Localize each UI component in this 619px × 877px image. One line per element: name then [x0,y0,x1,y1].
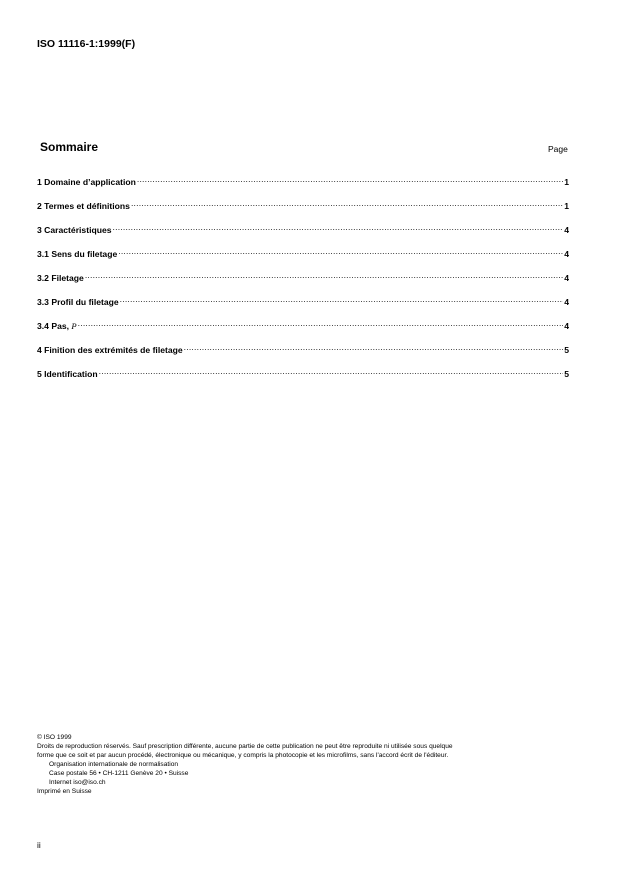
toc-entry[interactable] [37,222,569,246]
toc-entry[interactable] [37,270,569,294]
toc-entry-label: 3 Caractéristiques [37,225,112,235]
contents-title: Sommaire [40,140,99,154]
toc-entry-label: 3.3 Profil du filetage [37,297,119,307]
dot-leader [184,342,564,353]
toc-entry-label: 5 Identification [37,369,98,379]
printed-in: Imprimé en Suisse [37,788,92,795]
rights-text-line-1: Droits de reproduction réservés. Sauf prescription différente, aucune partie de cette publication ne peut être reproduite ni utilisée sous quelque [37,743,453,750]
page-column-label: Page [548,144,568,154]
toc-entry[interactable] [37,174,569,198]
toc-entry[interactable] [37,318,569,342]
toc-entry-page: 4 [564,273,569,283]
dot-leader [137,174,563,185]
rights-text-line-2: forme que ce soit et par aucun procédé, électronique ou mécanique, y compris la photocopie et les microfilms, sans l'accord écrit de l'éditeur. [37,752,449,759]
toc-entry-label [37,321,77,331]
toc-entry-page: 5 [564,345,569,355]
organisation-name: Organisation internationale de normalisation [49,761,179,768]
toc-entry-page: 4 [564,297,569,307]
internet-contact: Internet iso@iso.ch [49,779,106,786]
copyright-notice [37,733,582,796]
toc-entry-page: 1 [564,201,569,211]
toc-entry-page: 1 [564,177,569,187]
toc-entry-page: 4 [564,225,569,235]
postal-address: Case postale 56 • CH-1211 Genève 20 • Suisse [49,770,189,777]
table-of-contents [37,174,569,390]
dot-leader [85,270,563,281]
copyright-line: © ISO 1999 [37,734,72,741]
dot-leader [118,246,563,257]
dot-leader [99,366,564,377]
toc-entry[interactable] [37,246,569,270]
toc-entry-page: 4 [564,321,569,331]
document-id: ISO 11116-1:1999(F) [37,38,136,50]
page-number: ii [37,840,41,850]
toc-entry[interactable] [37,198,569,222]
toc-entry[interactable] [37,366,569,390]
dot-leader [113,222,564,233]
toc-entry-label: 3.2 Filetage [37,273,84,283]
toc-entry-label: 4 Finition des extrémités de filetage [37,345,183,355]
dot-leader [78,318,564,329]
toc-entry-page: 4 [564,249,569,259]
toc-entry-page: 5 [564,369,569,379]
toc-entry-text: 3.4 Pas, [37,321,72,331]
dot-leader [120,294,564,305]
dot-leader [131,198,563,209]
toc-entry[interactable] [37,294,569,318]
toc-entry-label: 1 Domaine d’application [37,177,136,187]
toc-entry-label: 3.1 Sens du filetage [37,249,118,259]
toc-entry-label: 2 Termes et définitions [37,201,130,211]
toc-entry[interactable] [37,342,569,366]
pitch-symbol: P [71,321,77,331]
